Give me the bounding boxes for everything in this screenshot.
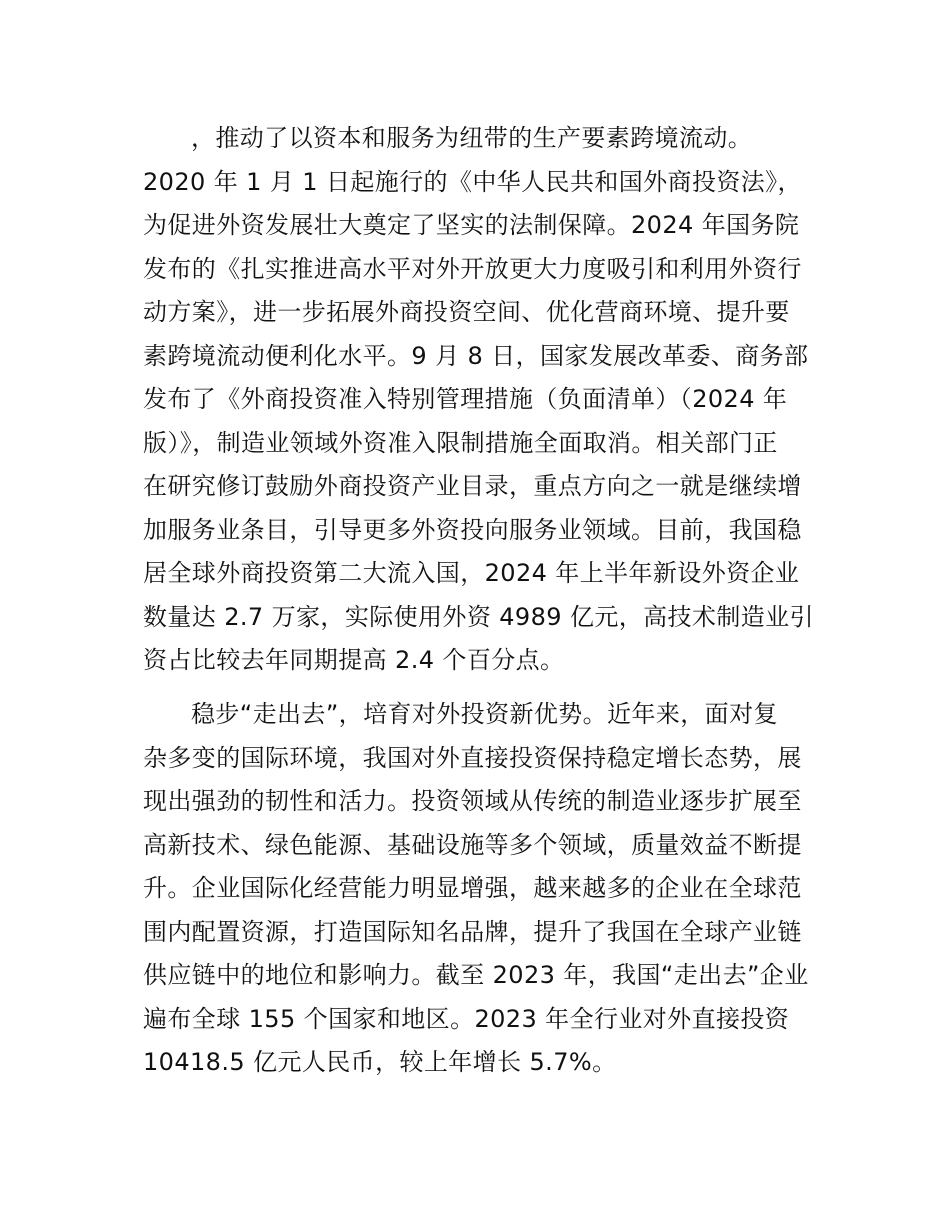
text-line: 遍布全球 155 个国家和地区。2023 年全行业对外直接投资	[143, 1004, 790, 1033]
text-line: 2020 年 1 月 1 日起施行的《中华人民共和国外商投资法》，	[143, 167, 802, 196]
text-line: 动方案》，进一步拓展外商投资空间、优化营商环境、提升要	[143, 298, 790, 326]
paragraph-foreign-investment	[143, 117, 815, 683]
text-line: 杂多变的国际环境，我国对外直接投资保持稳定增长态势，展	[143, 743, 802, 772]
text-line: 发布了《外商投资准入特别管理措施（负面清单）（2024 年	[143, 385, 788, 413]
text-line: 在研究修订鼓励外商投资产业目录，重点方向之一就是继续增	[143, 472, 802, 500]
paragraph-going-global	[143, 693, 815, 1085]
text-line: 高新技术、绿色能源、基础设施等多个领域，质量效益不断提	[143, 830, 802, 859]
text-line: 10418.5 亿元人民币，较上年增长 5.7%。	[143, 1048, 617, 1076]
text-line: 稳步“走出去”，培育对外投资新优势。近年来，面对复	[191, 700, 778, 728]
text-line: 居全球外商投资第二大流入国，2024 年上半年新设外资企业	[143, 559, 800, 587]
text-line: 供应链中的地位和影响力。截至 2023 年，我国“走出去”企业	[143, 961, 809, 989]
text-line: 围内配置资源，打造国际知名品牌，提升了我国在全球产业链	[143, 917, 802, 946]
text-line: 加服务业条目，引导更多外资投向服务业领域。目前，我国稳	[143, 515, 802, 544]
text-line: 版）》，制造业领域外资准入限制措施全面取消。相关部门正	[143, 428, 778, 457]
text-line: 素跨境流动便利化水平。9 月 8 日，国家发展改革委、商务部	[143, 341, 809, 370]
text-line: 升。企业国际化经营能力明显增强，越来越多的企业在全球范	[143, 874, 802, 902]
text-line: ，推动了以资本和服务为纽带的生产要素跨境流动。	[191, 124, 753, 152]
text-line: 发布的《扎实推进高水平对外开放更大力度吸引和利用外资行	[143, 254, 802, 283]
text-line: 现出强劲的韧性和活力。投资领域从传统的制造业逐步扩展至	[143, 787, 802, 815]
text-line: 数量达 2.7 万家，实际使用外资 4989 亿元，高技术制造业引	[143, 602, 814, 631]
text-line: 资占比较去年同期提高 2.4 个百分点。	[143, 646, 565, 674]
text-line: 为促进外资发展壮大奠定了坚实的法制保障。2024 年国务院	[143, 211, 800, 239]
